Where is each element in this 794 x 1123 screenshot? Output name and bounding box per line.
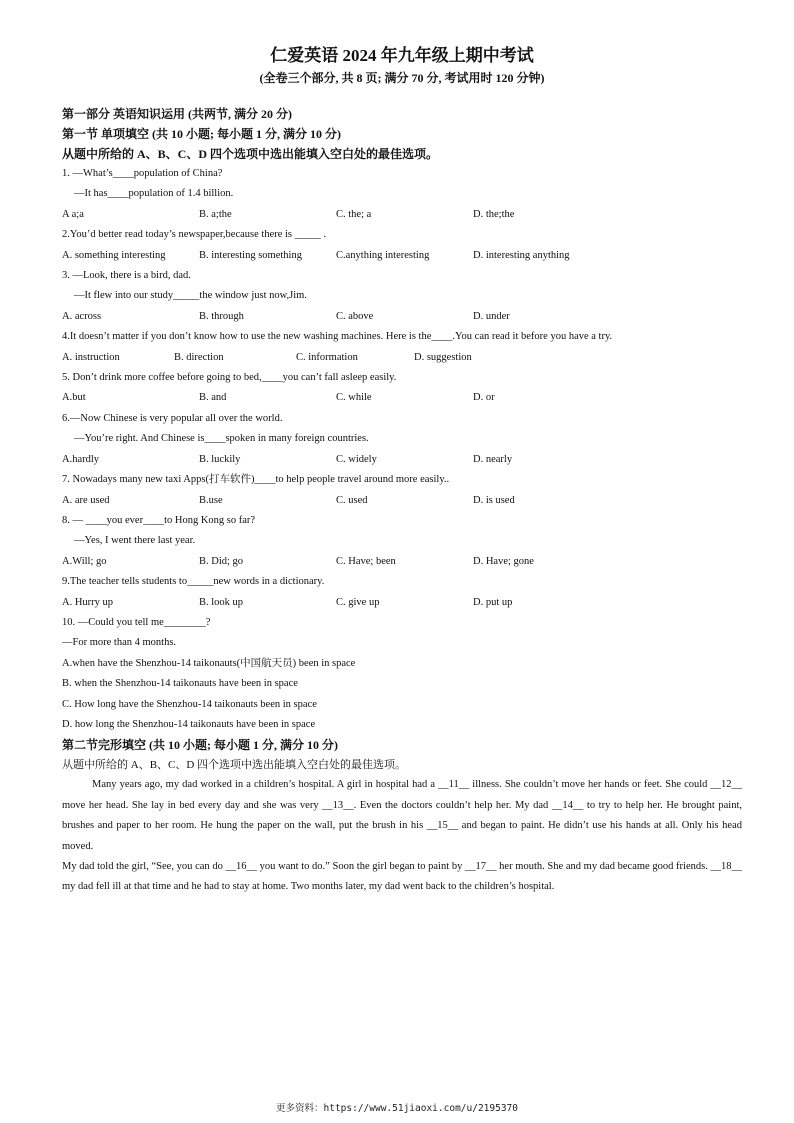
option-d: D. is used (473, 494, 515, 506)
question-line: 5. Don’t drink more coffee before going to bed,____you can’t fall asleep easily. (62, 372, 397, 384)
option-c: C. while (336, 392, 372, 404)
option-b: B. and (199, 392, 227, 404)
question-3 (62, 266, 742, 327)
option-d: D. put up (473, 596, 513, 608)
option-d: D. or (473, 392, 495, 404)
question-line: 1. —What’s____population of China? (62, 168, 223, 179)
cloze-passage (62, 775, 742, 897)
section2-instruction: 从题中所给的 A、B、C、D 四个选项中选出能填入空白处的最佳选项。 (62, 759, 407, 772)
question-line: —You’re right. And Chinese is____spoken in many foreign countries. (74, 433, 369, 445)
question-line: 6.—Now Chinese is very popular all over the world. (62, 412, 283, 424)
question-4 (62, 327, 742, 368)
option-c: C. give up (336, 596, 380, 608)
option-b: B. a;the (199, 208, 232, 220)
option-a: A.when have the Shenzhou-14 taikonauts(中国航天员) been in space (62, 657, 356, 669)
option-b: B. through (199, 310, 244, 322)
options-row (62, 246, 742, 266)
option-b: B. when the Shenzhou-14 taikonauts have been in space (62, 678, 298, 690)
option-b: B. luckily (199, 453, 241, 465)
question-line: —It has____population of 1.4 billion. (74, 188, 234, 200)
question-line: 10. —Could you tell me________? (62, 616, 211, 628)
option-c: C. the; a (336, 208, 372, 220)
option-d: D. under (473, 310, 510, 322)
option-c: C. information (296, 351, 358, 363)
question-5 (62, 368, 742, 409)
option-c: C. How long have the Shenzhou-14 taikonauts been in space (62, 698, 317, 710)
option-b: B. direction (174, 351, 224, 363)
footer-link[interactable]: 更多资料：https://www.51jiaoxi.com/u/2195370 (276, 1103, 518, 1114)
option-d: D. nearly (473, 453, 513, 465)
option-a: A.Will; go (62, 555, 107, 567)
option-b: B. Did; go (199, 555, 244, 567)
option-c: C.anything interesting (336, 249, 430, 261)
exam-page (62, 44, 742, 898)
question-line: 3. —Look, there is a bird, dad. (62, 270, 191, 282)
question-line: 8. — ____you ever____to Hong Kong so far? (62, 514, 256, 526)
exam-subtitle: (全卷三个部分, 共 8 页; 满分 70 分, 考试用时 120 分钟) (259, 71, 545, 85)
option-a: A. across (62, 310, 102, 322)
options-row (62, 593, 742, 613)
section1-heading: 第一节 单项填空 (共 10 小题; 每小题 1 分, 满分 10 分) (62, 127, 341, 141)
question-line: 7. Nowadays many new taxi Apps(打车软件)____to help people travel around more easily.. (62, 474, 450, 486)
option-a: A a;a (62, 208, 84, 220)
option-a: A. Hurry up (62, 596, 114, 608)
part1-heading: 第一部分 英语知识运用 (共两节, 满分 20 分) (62, 107, 292, 121)
question-line: —For more than 4 months. (62, 637, 177, 649)
option-d: D. interesting anything (473, 249, 570, 261)
option-b: B.use (199, 494, 223, 506)
option-c: C. widely (336, 453, 377, 465)
option-d: D. the;the (473, 208, 515, 220)
question-9 (62, 572, 742, 613)
section1-instruction: 从题中所给的 A、B、C、D 四个选项中选出能填入空白处的最佳选项。 (62, 147, 439, 161)
question-2 (62, 225, 742, 266)
exam-title: 仁爱英语 2024 年九年级上期中考试 (270, 46, 534, 65)
question-8 (62, 511, 742, 572)
options-row (62, 307, 742, 327)
options-row (62, 348, 742, 368)
options-row (62, 388, 742, 408)
question-line: —It flew into our study_____the window just now,Jim. (74, 290, 307, 302)
question-6 (62, 409, 742, 470)
option-c: C. used (336, 494, 368, 506)
question-7 (62, 470, 742, 511)
question-line: 9.The teacher tells students to_____new words in a dictionary. (62, 576, 325, 588)
question-line: —Yes, I went there last year. (74, 535, 196, 547)
option-a: A.hardly (62, 453, 100, 465)
option-d: D. Have; gone (473, 555, 534, 567)
passage-paragraph: Many years ago, my dad worked in a children’s hospital. A girl in hospital had a __11__ illness. She couldn’t move her hands or feet. She could __12__ move her head. She lay in bed every day and she was very __13__. Even the doctors couldn’t help her. My dad __14__ to try to help her. He brought paint, brushes and paper to her room. He hung the paper on the wall, put the brush in his __15__ and began to paint. He didn’t use his hands at all. Only his head moved. (62, 779, 742, 852)
question-line: 2.You’d better read today’s newspaper,because there is _____ . (62, 229, 327, 241)
options-row (62, 552, 742, 572)
option-d: D. how long the Shenzhou-14 taikonauts have been in space (62, 718, 316, 730)
question-line: 4.It doesn’t matter if you don’t know how to use the new washing machines. Here is the____.You can read it before you have a try. (62, 331, 613, 343)
option-a: A.but (62, 392, 86, 404)
option-c: C. Have; been (336, 555, 396, 567)
option-a: A. instruction (62, 351, 120, 363)
options-row (62, 450, 742, 470)
option-d: D. suggestion (414, 351, 472, 363)
option-a: A. something interesting (62, 249, 166, 261)
question-1 (62, 164, 742, 225)
option-b: B. interesting something (199, 249, 302, 261)
question-10 (62, 613, 742, 735)
option-b: B. look up (199, 596, 244, 608)
options-row (62, 491, 742, 511)
option-c: C. above (336, 310, 374, 322)
section2-heading: 第二节完形填空 (共 10 小题; 每小题 1 分, 满分 10 分) (62, 738, 338, 753)
options-row (62, 205, 742, 225)
passage-paragraph: My dad told the girl, “See, you can do __16__ you want to do.” Soon the girl began to paint by __17__ her mouth. She and my dad became good friends. __18__ my dad fell ill at that time and he had to stay at home. Two months later, my dad went back to the children’s hospital. (62, 861, 742, 893)
option-a: A. are used (62, 494, 110, 506)
